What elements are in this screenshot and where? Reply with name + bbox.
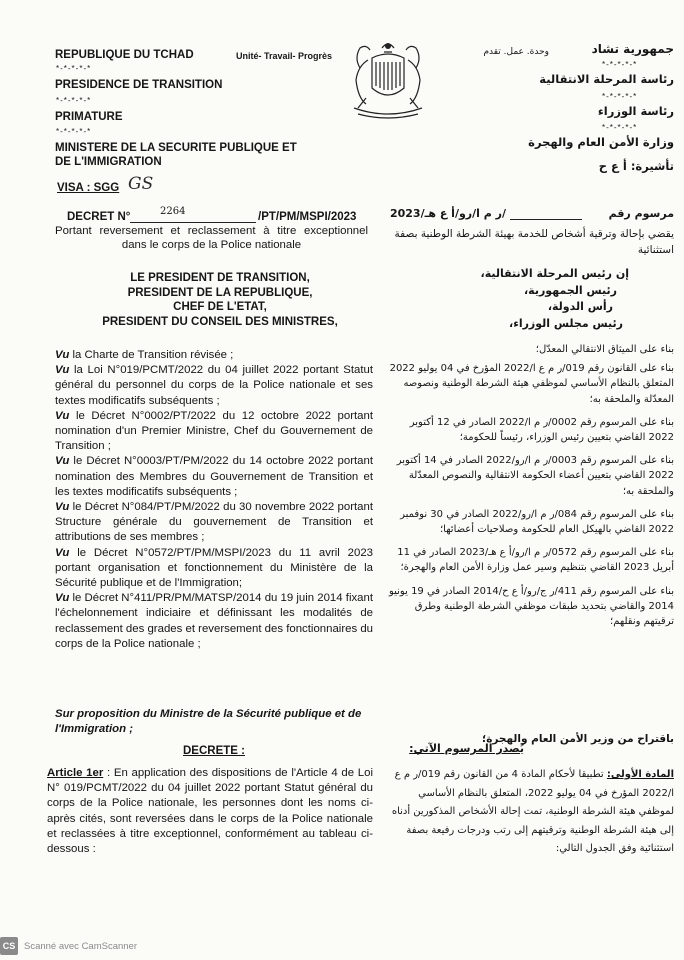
header-ministry-ar: وزارة الأمن العام والهجرة	[528, 135, 674, 149]
visa-item	[55, 454, 373, 500]
president-title-line-ar: رئيس الجمهورية،	[523, 283, 617, 297]
header-stars-ar: *-*-*-*-*	[602, 92, 638, 101]
article-1-fr	[47, 766, 373, 857]
header-primature-fr: PRIMATURE	[55, 111, 123, 123]
header-stars-fr: *-*-*-*-*	[56, 127, 92, 136]
visa-text: le Décret N°084/PT/PM/2022 du 30 novembre 2022 portant Structure générale du gouvernement de Transition et attributions de ses membres ;	[55, 501, 373, 544]
president-title-line: PRESIDENT DE LA REPUBLIQUE,	[127, 286, 313, 299]
visa-label: VISA : SGG	[57, 182, 120, 194]
header-primature-ar: رئاسة الوزراء	[597, 104, 674, 118]
visa-item	[55, 348, 373, 363]
visa-item-ar: بناء على المرسوم رقم 411/ر ج/رو/أ ع ح/2014 الصادر في 19 يونيو 2014 والقاضي بتحديد طبقات موظفي الشرطة الوطنية وطرق ترقيتهم ونقلهم؛	[388, 585, 674, 628]
camscanner-footer: Scanné avec CamScanner	[24, 941, 138, 952]
visa-lead: Vu	[55, 501, 70, 514]
visa-item-ar: بناء على الميثاق الانتقالي المعدّل؛	[535, 344, 674, 355]
president-title-line-ar: رأس الدولة،	[547, 300, 613, 313]
visa-text: le Décret N°0002/PT/2022 du 12 octobre 2022 portant nomination d'un Premier Ministre, Chef du Gouvernement de Transition ;	[55, 409, 373, 453]
visa-lead: Vu	[55, 409, 70, 422]
visa-item	[55, 591, 373, 652]
visa-item-ar: بناء على المرسوم رقم 0003/ر م ا/رو/2022 الصادر في 14 أكتوبر 2022 القاضي بتعيين أعضاء الحكومة الانتقالية والنصوص المعدّلة والملحقة به؛	[396, 455, 674, 497]
article-1-ar	[382, 766, 674, 859]
decrete-fr: DECRETE :	[183, 745, 245, 757]
decree-suffix-ar: /ر م ا/رو/أ ع هـ/2023	[389, 207, 506, 220]
visa-lead: Vu	[55, 546, 70, 559]
visa-lead: Vu	[55, 364, 70, 377]
visa-item-ar: بناء على المرسوم رقم 0002/ر م ا/2022 الصادر في 12 أكتوبر 2022 القاضي بتعيين رئيس الوزراء، رئيساً للحكومة؛	[409, 416, 674, 444]
visa-text: le Décret N°0572/PT/PM/MSPI/2023 du 11 avril 2023 portant organisation et fonctionnement du Ministère de la Sécurité publique et de l'Immigration;	[55, 546, 373, 590]
header-presidency-fr: PRESIDENCE DE TRANSITION	[55, 79, 223, 91]
visa-item	[55, 409, 373, 455]
visa-lead: Vu	[55, 455, 70, 468]
decree-label-ar: مرسوم رقم	[608, 207, 674, 220]
header-presidency-ar: رئاسة المرحلة الانتقالية	[539, 72, 674, 86]
article-1-label: Article 1er	[47, 767, 104, 779]
visa-lead: Vu	[55, 592, 70, 605]
visas-fr	[55, 348, 373, 652]
header-republic-fr: REPUBLIQUE DU TCHAD	[55, 49, 194, 61]
visa-lead: Vu	[55, 349, 70, 361]
decree-label-fr: DECRET N°	[67, 211, 131, 223]
header-motto-fr: Unité- Travail- Progrès	[236, 51, 333, 61]
decree-number: 2264	[160, 206, 186, 217]
visas-ar	[384, 342, 674, 629]
camscanner-badge: CS	[0, 937, 18, 955]
visa-text: le Décret N°411/PR/PM/MATSP/2014 du 19 juin 2014 fixant l'échelonnement indiciaire et définissant les modalités de reclassement des grades et reversement des fonctionnaires du corps de la Police nationale ;	[55, 592, 373, 650]
president-title-line: PRESIDENT DU CONSEIL DES MINISTRES,	[102, 315, 338, 328]
decrete-ar: يُصدر المرسوم الآتي:	[409, 742, 524, 755]
president-title-line-ar: إن رئيس المرحلة الانتقالية،	[480, 267, 629, 280]
header-stars-ar: *-*-*-*-*	[602, 123, 638, 132]
visa-item	[55, 500, 373, 546]
header-republic-ar: جمهورية تشاد	[591, 42, 674, 56]
visa-item-ar: بناء على المرسوم رقم 0572/ر م ا/رو/أ ع هـ/2023 الصادر في 11 أبريل 2023 القاضي بتنظيم وسير عمل وزارة الأمن العام والهجرة؛	[397, 547, 674, 574]
article-1-label-ar: المادة الأولى:	[606, 769, 674, 780]
decree-subject-fr: Portant reversement et reclassement à titre exceptionnel dans le corps de la Police nationale	[55, 225, 368, 251]
header-motto-ar: وحدة. عمل. تقدم	[483, 47, 549, 57]
president-titles-ar	[409, 266, 629, 332]
visa-item-ar: بناء على القانون رقم 019/ر م ع ا/2022 المؤرخ في 04 يوليو 2022 المتعلق بالنظام الأساسي لموظفي هيئة الشرطة الوطنية ونصوصه المعدّلة والملحقة به؛	[389, 363, 674, 405]
visa-text: la Loi N°019/PCMT/2022 du 04 juillet 2022 portant Statut général du personnel du corps de la Police nationale et ses textes modificatifs subséquents ;	[55, 364, 373, 407]
decree-number-line-ar	[510, 219, 582, 220]
article-1-text-ar: تطبيقا لأحكام المادة 4 من القانون رقم 019/ر م ع ا/2022 المؤرخ في 04 يوليو 2022، المتعلق بالنظام الأساسي لموظفي هيئة الشرطة الوطنية، تمت إحالة الأشخاص المذكورين أدناه إلى هيئة الشرطة الوطنية وترقيتهم إلى رتب ودرجات رفيعة بصفة استثنائية وفق الجدول التالي:	[391, 769, 674, 854]
article-1-text: : En application des dispositions de l'Article 4 de Loi N° 019/PCMT/2022 du 04 juillet 2022 portant Statut général du corps de la Police nationale, les personnes dont les noms ci-après cités, sont reversées dans le corps de la Police nationale et reclassées à titre exceptionnel, conformément au tableau ci-dessous :	[47, 767, 373, 856]
visa-item	[55, 363, 373, 409]
decree-subject-ar: يقضي بإحالة وترقية أشخاص للخدمة بهيئة الشرطة الوطنية بصفة استثنائية	[394, 228, 674, 256]
coat-of-arms-icon	[346, 38, 430, 120]
proposal-ar: باقتراح من وزير الأمن العام والهجرة؛	[482, 733, 674, 745]
header-visa-ar: تأشيرة: أ ع ح	[598, 159, 674, 173]
visa-item-ar: بناء على المرسوم رقم 084/ر م ا/رو/2022 الصادر في 30 نوفمبر 2022 القاضي بالهيكل العام للحكومة وصلاحيات أعضائها؛	[400, 508, 674, 536]
header-ministry-fr: MINISTERE DE LA SECURITE PUBLIQUE ET	[55, 142, 297, 154]
president-titles-fr	[100, 271, 340, 329]
president-title-line-ar: رئيس مجلس الوزراء،	[509, 316, 623, 330]
header-stars-ar: *-*-*-*-*	[602, 60, 638, 69]
president-title-line: CHEF DE L'ETAT,	[173, 301, 267, 313]
visa-text: la Charte de Transition révisée ;	[69, 349, 234, 361]
visa-item	[55, 546, 373, 592]
header-stars-fr: *-*-*-*-*	[56, 64, 92, 73]
header-ministry-fr-2: DE L'IMMIGRATION	[55, 156, 162, 168]
visa-text: le Décret N°0003/PT/PM/2022 du 14 octobre 2022 portant nomination des Membres du Gouvernement de Transition et les textes modificatifs subséquents ;	[55, 455, 373, 498]
decree-number-line	[130, 222, 256, 223]
proposal-fr: Sur proposition du Ministre de la Sécurité publique et de l'Immigration ;	[55, 708, 362, 735]
visa-signature: GS	[128, 174, 154, 194]
president-title-line: LE PRESIDENT DE TRANSITION,	[130, 272, 310, 284]
header-stars-fr: *-*-*-*-*	[56, 96, 92, 105]
decree-suffix-fr: /PT/PM/MSPI/2023	[258, 211, 357, 223]
